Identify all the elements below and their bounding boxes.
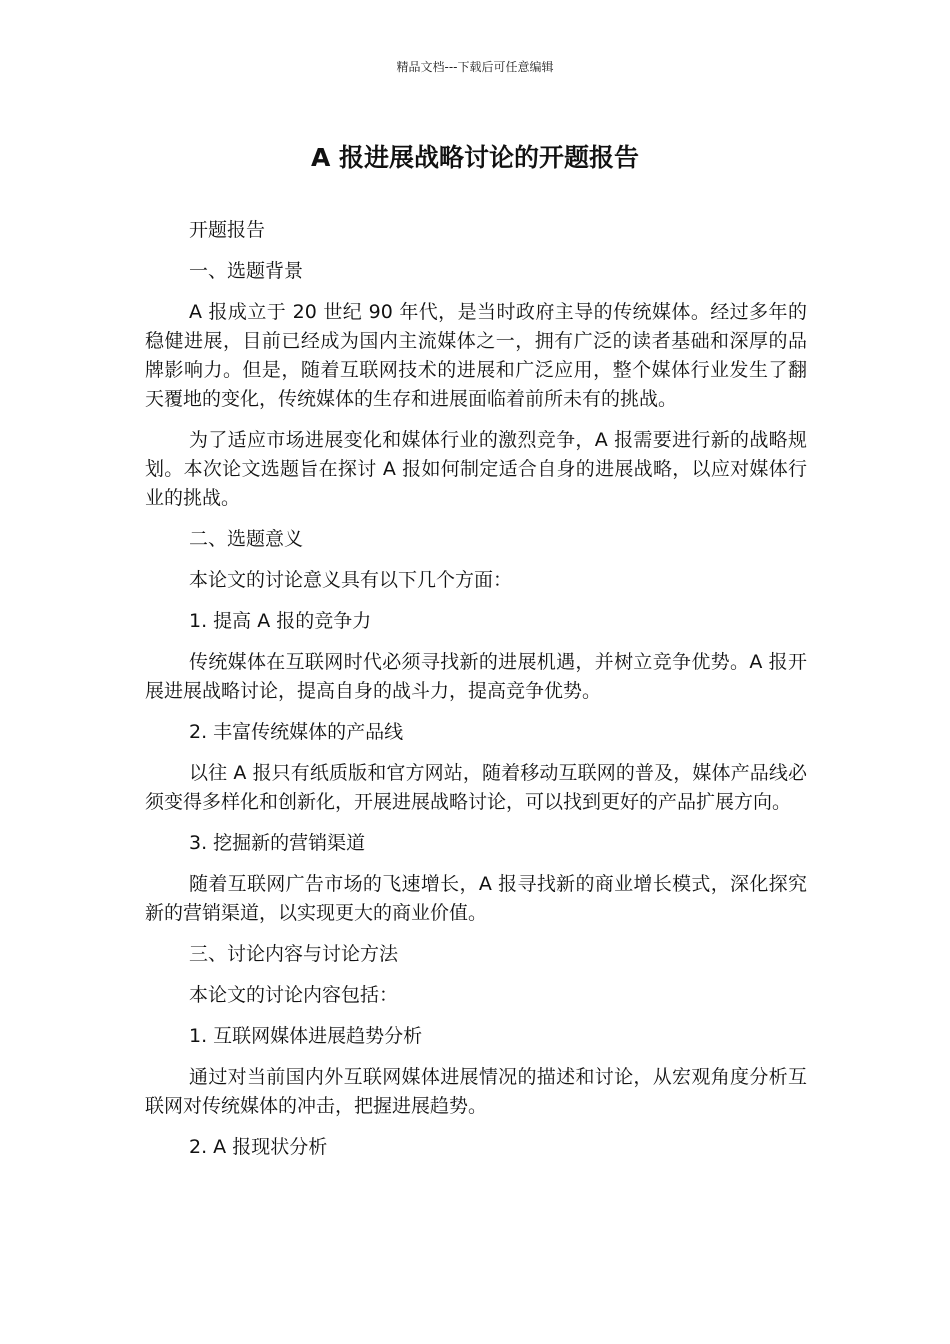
- section-label-report: 开题报告: [189, 219, 266, 241]
- paragraph-product-line: 以往 A 报只有纸质版和官方网站，随着移动互联网的普及，媒体产品线必须变得多样化和创新化，开展进展战略讨论，可以找到更好的产品扩展方向。: [145, 762, 807, 813]
- paragraph-marketing-channels: 随着互联网广告市场的飞速增长，A 报寻找新的商业增长模式，深化探究新的营销渠道，以实现更大的商业价值。: [145, 873, 807, 924]
- subheading-product-line: 2. 丰富传统媒体的产品线: [189, 721, 404, 743]
- paragraph-significance-intro: 本论文的讨论意义具有以下几个方面：: [189, 569, 513, 591]
- section-heading-content-methods: 三、讨论内容与讨论方法: [189, 943, 399, 965]
- page-header: 精品文档---下载后可任意编辑: [396, 60, 554, 74]
- paragraph-competitiveness: 传统媒体在互联网时代必须寻找新的进展机遇，并树立竞争优势。A 报开展进展战略讨论，提高自身的战斗力，提高竞争优势。: [145, 651, 807, 702]
- section-heading-significance: 二、选题意义: [189, 528, 304, 550]
- subheading-marketing-channels: 3. 挖掘新的营销渠道: [189, 832, 366, 854]
- paragraph-background-1: A 报成立于 20 世纪 90 年代，是当时政府主导的传统媒体。经过多年的稳健进展，目前已经成为国内主流媒体之一，拥有广泛的读者基础和深厚的品牌影响力。但是，随着互联网技术的进展和广泛应用，整个媒体行业发生了翻天覆地的变化，传统媒体的生存和进展面临着前所未有的挑战。: [145, 301, 807, 410]
- paragraph-content-intro: 本论文的讨论内容包括：: [189, 984, 399, 1006]
- section-heading-background: 一、选题背景: [189, 260, 304, 282]
- subheading-internet-trends: 1. 互联网媒体进展趋势分析: [189, 1025, 423, 1047]
- document-body: [145, 216, 807, 1174]
- paragraph-background-2: 为了适应市场进展变化和媒体行业的激烈竞争，A 报需要进行新的战略规划。本次论文选题旨在探讨 A 报如何制定适合自身的进展战略，以应对媒体行业的挑战。: [145, 429, 807, 509]
- paragraph-internet-trends: 通过对当前国内外互联网媒体进展情况的描述和讨论，从宏观角度分析互联网对传统媒体的冲击，把握进展趋势。: [145, 1066, 807, 1117]
- document-title: A 报进展战略讨论的开题报告: [310, 143, 640, 172]
- subheading-competitiveness: 1. 提高 A 报的竞争力: [189, 610, 372, 632]
- subheading-current-status: 2. A 报现状分析: [189, 1136, 328, 1158]
